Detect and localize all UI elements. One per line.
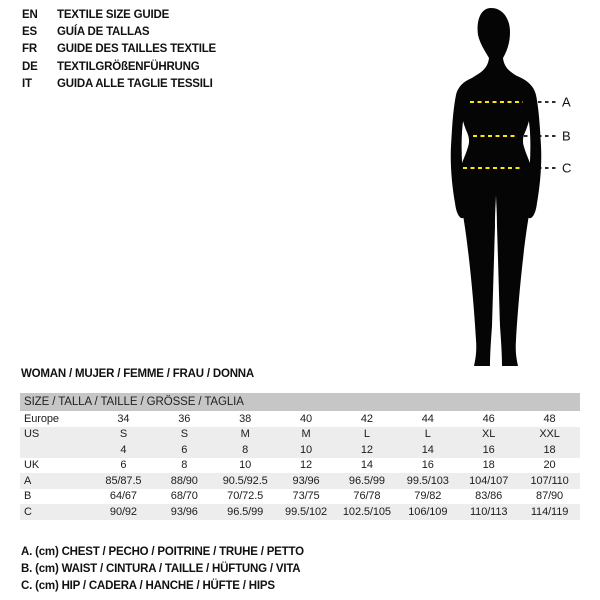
size-row-label: US (24, 428, 40, 441)
lang-code: EN (22, 9, 38, 21)
size-cell: L (424, 428, 431, 441)
size-table-row (20, 442, 580, 458)
lang-row-it (22, 78, 216, 95)
measurement-legend (21, 543, 304, 595)
size-table-header-row (20, 393, 580, 411)
size-cell: 73/75 (292, 490, 320, 503)
size-cell: 8 (181, 459, 188, 472)
size-cell: 99.5/102 (285, 505, 328, 518)
lang-code: FR (22, 43, 37, 56)
size-cell: 102.5/105 (342, 505, 391, 518)
size-cell: XXL (539, 428, 560, 441)
lang-code: DE (22, 60, 38, 73)
size-table-row (20, 411, 580, 427)
size-cell: 16 (421, 459, 434, 472)
size-cell: 10 (300, 443, 313, 456)
lang-title: GUIDA ALLE TAGLIE TESSILI (57, 77, 213, 90)
marker-label-a: A (562, 94, 571, 110)
size-cell: 96.5/99 (348, 474, 385, 487)
silhouette-body (457, 8, 535, 366)
lang-row-es (22, 26, 216, 43)
size-cell: 99.5/103 (406, 474, 449, 487)
lang-row-de (22, 61, 216, 78)
size-table-body (20, 393, 580, 520)
size-row-label: A (24, 474, 32, 487)
size-cell: 20 (543, 459, 556, 472)
size-cell: 8 (242, 443, 249, 456)
size-table-row (20, 489, 580, 505)
size-cell: 90/92 (109, 505, 137, 518)
size-cell: 114/119 (530, 505, 569, 518)
size-table-header: SIZE / TALLA / TAILLE / GRÖSSE / TAGLIA (20, 393, 580, 411)
lang-row-fr (22, 43, 216, 60)
size-cell: 90.5/92.5 (222, 474, 268, 487)
size-cell: 42 (360, 412, 373, 425)
size-cell: 6 (120, 459, 127, 472)
size-cell: 6 (181, 443, 188, 456)
size-table-row (20, 458, 580, 474)
size-table (20, 393, 580, 520)
lang-title: TEXTILGRÖßENFÜHRUNG (57, 60, 200, 73)
legend-row-waist: B. (cm) WAIST / CINTURA / TAILLE / HÜFTUNG / VITA (21, 562, 301, 575)
size-cell: 83/86 (475, 490, 503, 503)
size-cell: L (363, 428, 370, 441)
gender-heading: WOMAN / MUJER / FEMME / FRAU / DONNA (21, 368, 255, 380)
size-table-row (20, 473, 580, 489)
size-cell: 96.5/99 (227, 505, 264, 518)
size-cell: 104/107 (469, 474, 509, 487)
size-cell: XL (482, 428, 496, 441)
woman-silhouette-figure (400, 0, 600, 380)
size-row-label: UK (24, 459, 40, 472)
lang-title: GUIDE DES TAILLES TEXTILE (57, 43, 216, 56)
size-cell: 48 (543, 412, 556, 425)
size-cell: 68/70 (170, 490, 198, 503)
size-cell: 64/67 (109, 490, 137, 503)
size-cell: 46 (482, 412, 495, 425)
size-cell: 36 (178, 412, 191, 425)
size-row-label: Europe (24, 412, 59, 425)
size-row-label: B (24, 490, 32, 503)
size-table-row (20, 504, 580, 520)
size-cell: 106/109 (408, 505, 448, 518)
size-cell: S (180, 428, 188, 441)
size-cell: 12 (300, 459, 313, 472)
size-cell: 85/87.5 (105, 474, 142, 487)
size-cell: 93/96 (292, 474, 320, 487)
size-cell: 87/90 (536, 490, 564, 503)
lang-code: IT (22, 77, 32, 90)
size-row-label (20, 442, 93, 458)
size-cell: 34 (117, 412, 130, 425)
lang-title: TEXTILE SIZE GUIDE (57, 9, 170, 21)
size-cell: 14 (421, 443, 434, 456)
size-cell: 44 (421, 412, 434, 425)
lang-title: GUÍA DE TALLAS (57, 26, 150, 39)
legend-row-hip: C. (cm) HIP / CADERA / HANCHE / HÜFTE / HIPS (21, 579, 275, 592)
size-cell: S (119, 428, 128, 441)
size-cell: 4 (120, 443, 127, 456)
size-cell: M (240, 428, 250, 441)
size-cell: 88/90 (170, 474, 198, 487)
size-cell: 40 (300, 412, 313, 425)
size-cell: 38 (239, 412, 252, 425)
size-cell: 76/78 (353, 490, 381, 503)
size-cell: 18 (543, 443, 556, 456)
size-cell: 10 (239, 459, 252, 472)
size-cell: 18 (482, 459, 495, 472)
legend-row-chest: A. (cm) CHEST / PECHO / POITRINE / TRUHE / PETTO (21, 545, 304, 558)
language-title-block (22, 9, 216, 95)
size-cell: 110/113 (469, 505, 508, 518)
size-cell: M (301, 428, 311, 441)
size-cell: 12 (360, 443, 373, 456)
size-cell: 70/72.5 (227, 490, 264, 503)
marker-label-c: C (562, 160, 572, 176)
size-row-label: C (24, 505, 32, 518)
size-cell: 107/110 (530, 474, 569, 487)
size-cell: 16 (482, 443, 495, 456)
size-cell: 79/82 (414, 490, 442, 503)
size-cell: 93/96 (170, 505, 198, 518)
lang-code: ES (22, 26, 37, 39)
size-table-row (20, 427, 580, 443)
size-cell: 14 (360, 459, 373, 472)
lang-row-en (22, 9, 216, 26)
marker-label-b: B (562, 128, 571, 144)
